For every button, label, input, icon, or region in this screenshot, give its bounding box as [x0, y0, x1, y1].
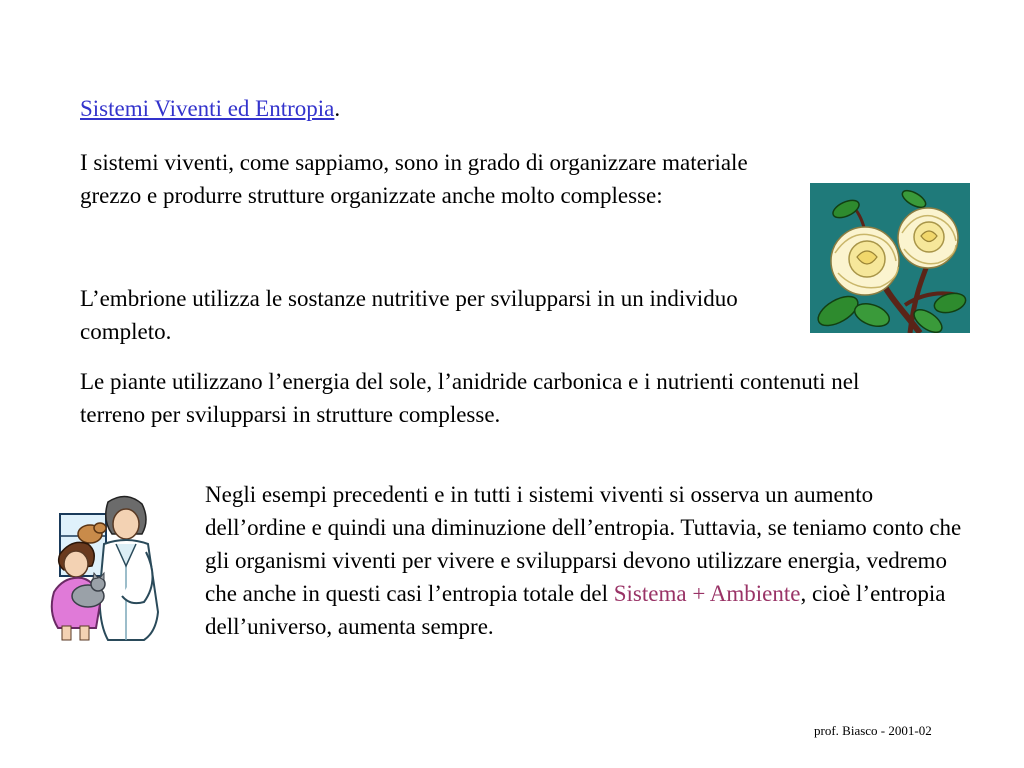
- veterinarian-illustration: [46, 492, 168, 644]
- system-environment-highlight: Sistema + Ambiente: [613, 581, 801, 606]
- paragraph-entropy-conclusion: [205, 478, 975, 643]
- roses-image: [810, 183, 970, 333]
- roses-illustration: [810, 183, 970, 333]
- slide-title: [80, 94, 340, 124]
- paragraph-plants: Le piante utilizzano l’energia del sole, l’anidride carbonica e i nutrienti contenuti nel terreno per svilupparsi in strutture complesse.: [80, 369, 860, 427]
- conclusion-text-end: , cioè l’entropia dell’universo, aumenta sempre.: [205, 581, 946, 639]
- footer-credit: prof. Biasco - 2001-02: [814, 723, 932, 738]
- paragraph-living-systems: I sistemi viventi, come sappiamo, sono in grado di organizzare materiale grezzo e produrre strutture organizzate anche molto complesse:: [80, 150, 748, 208]
- title-link[interactable]: Sistemi Viventi ed Entropia: [80, 96, 335, 121]
- conclusion-text-start: Negli esempi precedenti e in tutti i sistemi viventi si osserva un aumento dell’ordine e quindi una diminuzione dell’entropia. Tuttavia, se teniamo conto che gli organismi viventi per vivere e svilupparsi devono utilizzare energia, vedremo che anche in questi casi l’entropia totale del: [205, 482, 962, 606]
- title-period: .: [334, 96, 341, 121]
- veterinarian-image: [46, 492, 168, 644]
- paragraph-embryo: L’embrione utilizza le sostanze nutritive per svilupparsi in un individuo completo.: [80, 286, 738, 344]
